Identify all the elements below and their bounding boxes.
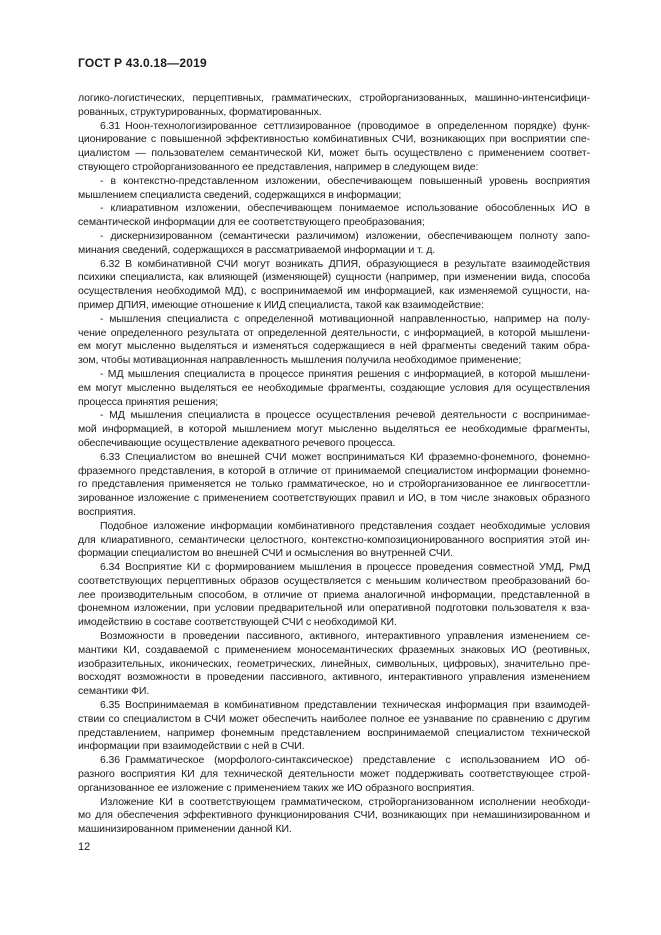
- text-line: 6.32 В комбинативной СЧИ могут возникать ДПИЯ, образующиеся в результате взаимодействия: [100, 257, 590, 270]
- text-line: лее производительным способом, в отличие от приема аналогичной информации, представленной в: [78, 588, 590, 601]
- paragraph: [78, 120, 590, 175]
- text-line: ционирование с повышенной эффективностью комбинативных СЧИ, возникающих при восприятии спе-: [78, 133, 590, 146]
- text-line: ствии со специалистом в СЧИ может обеспечить наиболее полное ее узнавание по сравнению с другим: [78, 712, 590, 725]
- text-line: мантики КИ, создаваемой с применением моносемантических фраземных знаковых ИО (реотивных,: [78, 643, 590, 656]
- text-line: Изложение КИ в соответствующем грамматическом, стройорганизованном исполнении необходи-: [100, 795, 590, 808]
- text-line: Подобное изложение информации комбинативного представления создает необходимые условия: [100, 519, 590, 532]
- text-line: психики специалиста, как влияющей (изменяющей) сущности (например, при изменении вида, способа: [78, 271, 590, 284]
- text-line: ем могут мысленно выделяться ее необходимые фрагменты, создающие условия для осуществления: [78, 381, 590, 394]
- text-line: 6.36 Грамматическое (морфолого-синтаксическое) представление с использованием ИО об-: [100, 754, 590, 767]
- text-line: фраземного представления, в которой в отличие от принимаемой специалистом информации фонемно-: [78, 464, 590, 477]
- text-line: минания сведений, содержащихся в рассматриваемой информации и т. д.: [78, 243, 436, 256]
- text-line: Возможности в проведении пассивного, активного, интерактивного управления изменением се-: [100, 630, 590, 643]
- paragraph: [78, 202, 590, 230]
- paragraph: [78, 561, 590, 630]
- text-line: рованных, структурированных, форматированных.: [78, 105, 322, 118]
- text-line: семантики ФИ.: [78, 685, 150, 698]
- text-line: - мышления специалиста с определенной мотивационной направленностью, например на полу-: [100, 312, 590, 325]
- text-line: пример ДПИЯ, имеющие отношение к ИИД специалиста, такой как взаимодействие:: [78, 298, 484, 311]
- text-line: - МД мышления специалиста в процессе принятия решения с информацией, в которой мышлени-: [100, 367, 590, 380]
- paragraph: [78, 630, 590, 699]
- text-line: соответствующих перцептивных образов осуществляется с меньшим количеством преобразований бо-: [78, 574, 590, 587]
- text-line: 6.33 Специалистом во внешней СЧИ может восприниматься КИ фраземно-фонемного, фонемно-: [100, 450, 590, 463]
- text-line: для клиаративного, семантически целостного, контекстно-композиционированного восприятия этой ин-: [78, 533, 590, 546]
- text-line: мо для обеспечения эффективного функционирования СЧИ, возникающих при немашинизированном и: [78, 809, 590, 822]
- paragraph: [78, 92, 590, 120]
- text-line: ствующего стройорганизованного ее представления, например в следующем виде:: [78, 160, 479, 173]
- paragraph: [78, 175, 590, 203]
- text-line: формации специалистом во внешней СЧИ и осмысления во внутренней СЧИ.: [78, 547, 453, 560]
- paragraph: [78, 520, 590, 561]
- text-line: организованное ее изложение с применением таких же ИО образного восприятия.: [78, 781, 475, 794]
- text-line: 6.31 Ноон-технологизированное сеттлизированное (проводимое в определенном порядке) функ-: [100, 119, 590, 132]
- page-number: 12: [78, 841, 91, 853]
- text-line: 6.35 Воспринимаемая в комбинативном представлении техническая информация при взаимодей-: [100, 699, 590, 712]
- text-line: - МД мышления специалиста в процессе осуществления речевой деятельности с воспринимае-: [100, 409, 590, 422]
- text-line: чение определенного результата от определенной деятельности, с информацией, в которой мышлени-: [78, 326, 590, 339]
- text-line: информации при взаимодействии с ней в СЧИ.: [78, 740, 305, 753]
- text-line: 6.34 Восприятие КИ с формированием мышления в процессе проведения совместной УМД, РмД: [100, 561, 590, 574]
- text-line: фонемном изложении, при условии предварительной или оперативной подготовки пользователя к вза-: [78, 602, 590, 615]
- text-line: логико-логистических, перцептивных, грамматических, стройорганизованных, машинно-интенсифици-: [78, 92, 590, 104]
- text-line: го представления применяется не только грамматическое, но и стройорганизованное ее лингвосеттли-: [78, 478, 590, 491]
- paragraph: [78, 258, 590, 313]
- paragraph: [78, 313, 590, 368]
- text-line: восприятия.: [78, 505, 136, 518]
- text-line: восходят возможности в проведении пассивного, активного, интерактивного управления изменением: [78, 671, 590, 684]
- paragraph: [78, 796, 590, 837]
- text-line: имодействию в составе соответствующей СЧИ с необходимой КИ.: [78, 616, 397, 629]
- text-line: зом, чтобы мотивационная направленность мышления получила необходимое применение;: [78, 354, 522, 367]
- text-line: изобразительных, иконических, геометрических, линейных, символьных, цифровых), значительно пре-: [78, 657, 590, 670]
- document-body: [78, 92, 590, 837]
- paragraph: [78, 230, 590, 258]
- text-line: семантической информации для ее соответствующего преобразования;: [78, 216, 425, 229]
- paragraph: [78, 368, 590, 409]
- text-line: процесса принятия решения;: [78, 395, 219, 408]
- text-line: циалистом — пользователем семантической КИ, может быть осуществлено с применением соответ-: [78, 147, 590, 160]
- text-line: мышлением специалиста сведений, содержащихся в информации;: [78, 188, 402, 201]
- text-line: - в контекстно-представленном изложении, обеспечивающем повышенный уровень восприятия: [100, 174, 590, 187]
- text-line: машинизированном применении данной КИ.: [78, 823, 292, 836]
- paragraph: [78, 699, 590, 754]
- text-line: - дискернизированном (семантически различимом) изложении, обеспечивающем полноту запо-: [100, 229, 590, 242]
- paragraph: [78, 754, 590, 795]
- document-header: ГОСТ Р 43.0.18—2019: [78, 56, 207, 70]
- text-line: ем могут мысленно выделяться и изменяться содержащиеся в ней фрагменты сведений таким обра-: [78, 340, 590, 353]
- text-line: - клиаративном изложении, обеспечивающем понимаемое использование обособленных ИО в: [100, 202, 590, 215]
- text-line: разного восприятия КИ для технической деятельности может поддерживать соответствующее строй-: [78, 768, 590, 781]
- text-line: представлением, например фонемным представлением воспринимаемой специалистом технической: [78, 726, 590, 739]
- paragraph: [78, 409, 590, 450]
- text-line: зированное изложение с применением соответствующих правил и ИО, в том числе знаковых образного: [78, 492, 590, 505]
- text-line: мой информацией, в которой мышлением могут мысленно выделяться ее необходимые фрагменты,: [78, 423, 590, 436]
- text-line: обеспечивающие осуществление адекватного речевого процесса.: [78, 436, 396, 449]
- paragraph: [78, 451, 590, 520]
- text-line: осуществления необходимой МД), с воспринимаемой им информацией, как изменяемой сущности, на-: [78, 285, 590, 298]
